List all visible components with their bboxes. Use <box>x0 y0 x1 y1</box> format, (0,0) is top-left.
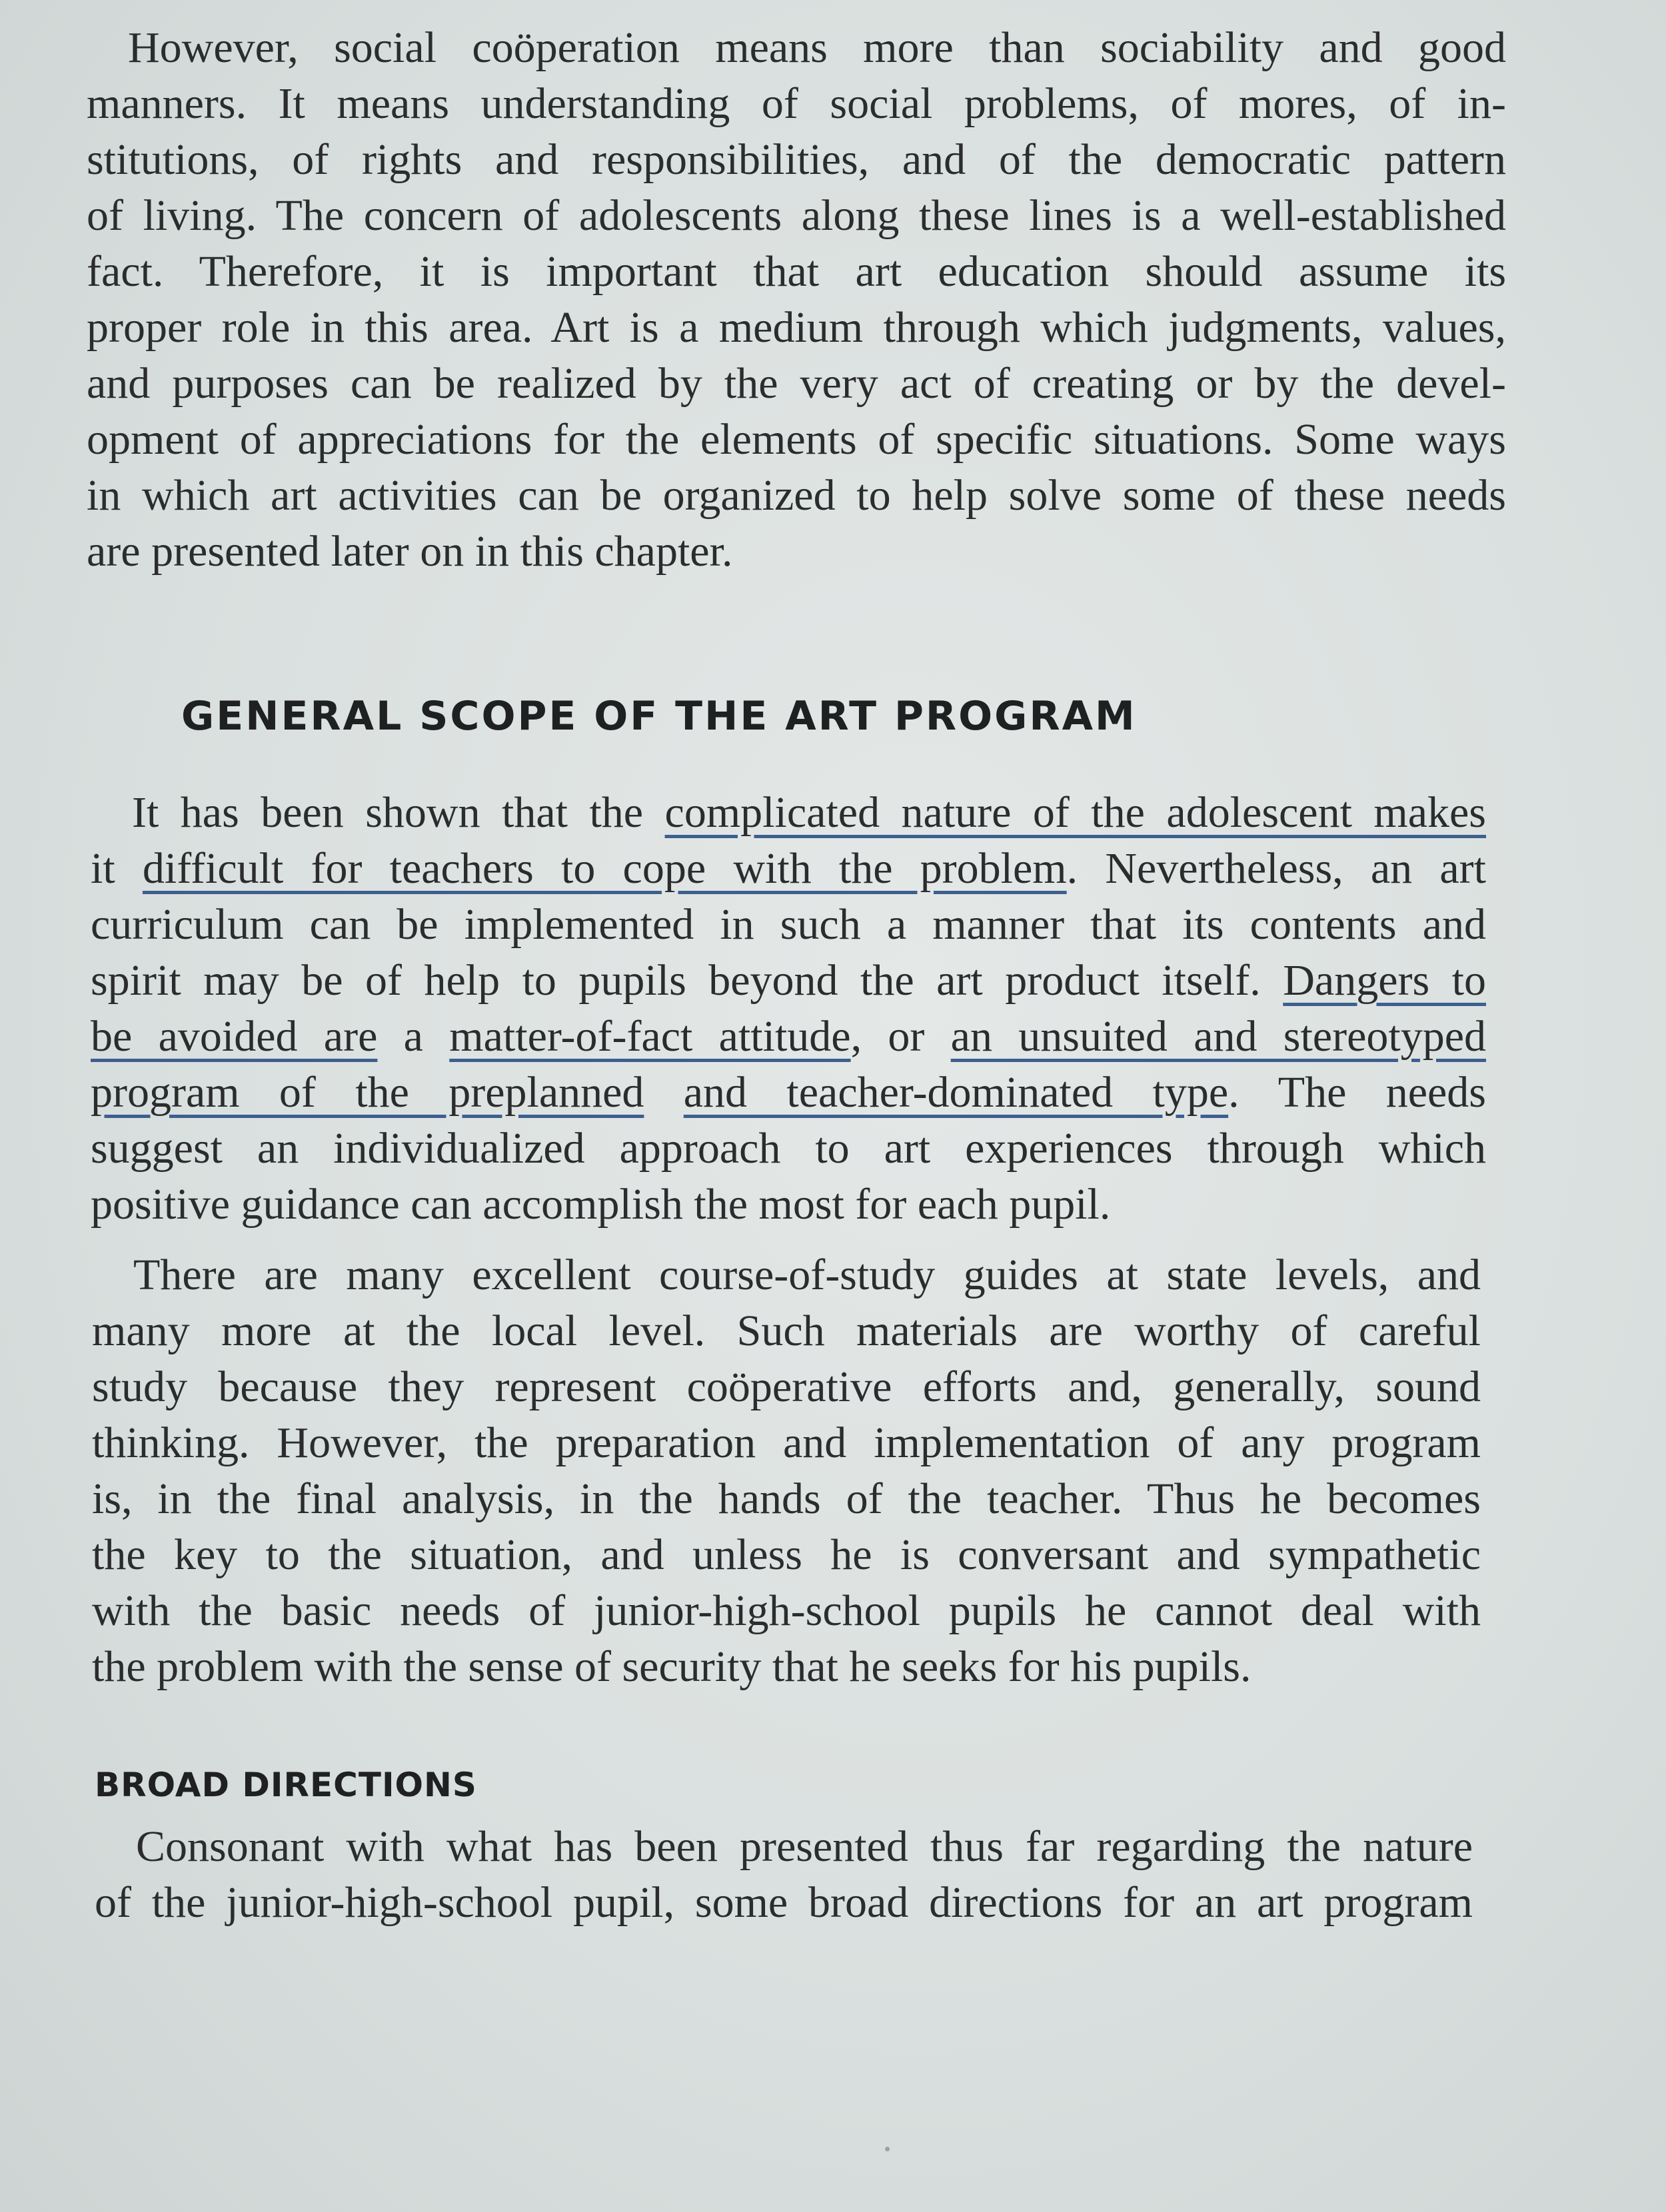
pen-underline: Dangers to <box>1283 956 1486 1005</box>
text-segment: . The needs <box>1228 1068 1486 1117</box>
pen-underline: an unsuited and stereotyped <box>950 1012 1487 1061</box>
text-line: proper role in this area. Art is a medium through which judgments, values, <box>87 303 1506 352</box>
pen-underline: be avoided are <box>91 1012 378 1061</box>
text-line: of living. The concern of adolescents along these lines is a well-established <box>87 191 1506 240</box>
section-heading-broad-directions: BROAD DIRECTIONS <box>95 1766 477 1804</box>
paragraph-broad-directions <box>95 1819 1473 1931</box>
text-segment: . Nevertheless, an art <box>1066 844 1486 893</box>
text-line: is, in the final analysis, in the hands of the teacher. Thus he becomes <box>92 1474 1481 1523</box>
text-line: Consonant with what has been presented thus far regarding the nature <box>136 1822 1473 1871</box>
text-line: manners. It means understanding of social problems, of mores, of in- <box>87 79 1506 128</box>
text-line: the key to the situation, and unless he is conversant and sympathetic <box>92 1530 1481 1579</box>
text-line: with the basic needs of junior-high-school pupils he cannot deal with <box>92 1586 1481 1635</box>
text-line: many more at the local level. Such materials are worthy of careful <box>92 1307 1481 1355</box>
text-line: the problem with the sense of security that he seeks for his pupils. <box>92 1642 1251 1691</box>
text-line: suggest an individualized approach to art experiences through which <box>91 1124 1486 1173</box>
text-line: opment of appreciations for the elements of specific situations. Some ways <box>87 415 1506 464</box>
text-segment: spirit may be of help to pupils beyond the art product itself. <box>91 956 1283 1005</box>
pen-underline: program of the preplanned <box>91 1068 644 1117</box>
text-line: However, social coöperation means more than sociability and good <box>128 23 1506 72</box>
pen-underline: difficult for teachers to cope with the problem <box>142 844 1067 893</box>
text-line: positive guidance can accomplish the most for each pupil. <box>91 1180 1111 1229</box>
paper-speck <box>885 2147 890 2151</box>
text-line: curriculum can be implemented in such a manner that its contents and <box>91 900 1486 949</box>
text-line <box>91 785 1486 841</box>
text-line: fact. Therefore, it is important that art education should assume its <box>87 247 1506 296</box>
text-line: stitutions, of rights and responsibilities, and of the democratic pattern <box>87 135 1506 184</box>
text-line: thinking. However, the preparation and implementation of any program <box>92 1418 1481 1467</box>
paragraph-social-cooperation <box>87 20 1506 580</box>
paragraph-general-scope <box>91 785 1486 1233</box>
text-segment: It has been shown that the <box>132 788 665 837</box>
text-segment <box>644 1068 683 1117</box>
text-segment: a <box>377 1012 450 1061</box>
pen-underline: complicated nature of the adolescent makes <box>664 788 1486 837</box>
section-heading-general-scope: GENERAL SCOPE OF THE ART PROGRAM <box>181 693 1137 740</box>
text-segment: , or <box>850 1012 951 1061</box>
text-line: There are many excellent course-of-study guides at state levels, and <box>133 1251 1481 1299</box>
text-line: of the junior-high-school pupil, some broad directions for an art program <box>95 1878 1473 1927</box>
text-line <box>91 953 1486 1009</box>
pen-underline: and teacher-dominated type <box>683 1068 1229 1117</box>
text-line: and purposes can be realized by the very act of creating or by the devel- <box>87 359 1506 408</box>
pen-underline: matter-of-fact attitude <box>449 1012 851 1061</box>
text-line: study because they represent coöperative efforts and, generally, sound <box>92 1363 1481 1411</box>
text-line: are presented later on in this chapter. <box>87 527 733 576</box>
text-line: in which art activities can be organized to help solve some of these needs <box>87 471 1506 520</box>
text-line <box>91 841 1486 897</box>
text-segment: it <box>91 844 143 893</box>
text-line <box>91 1065 1486 1121</box>
text-line <box>91 1009 1486 1065</box>
paragraph-course-of-study <box>92 1247 1481 1695</box>
